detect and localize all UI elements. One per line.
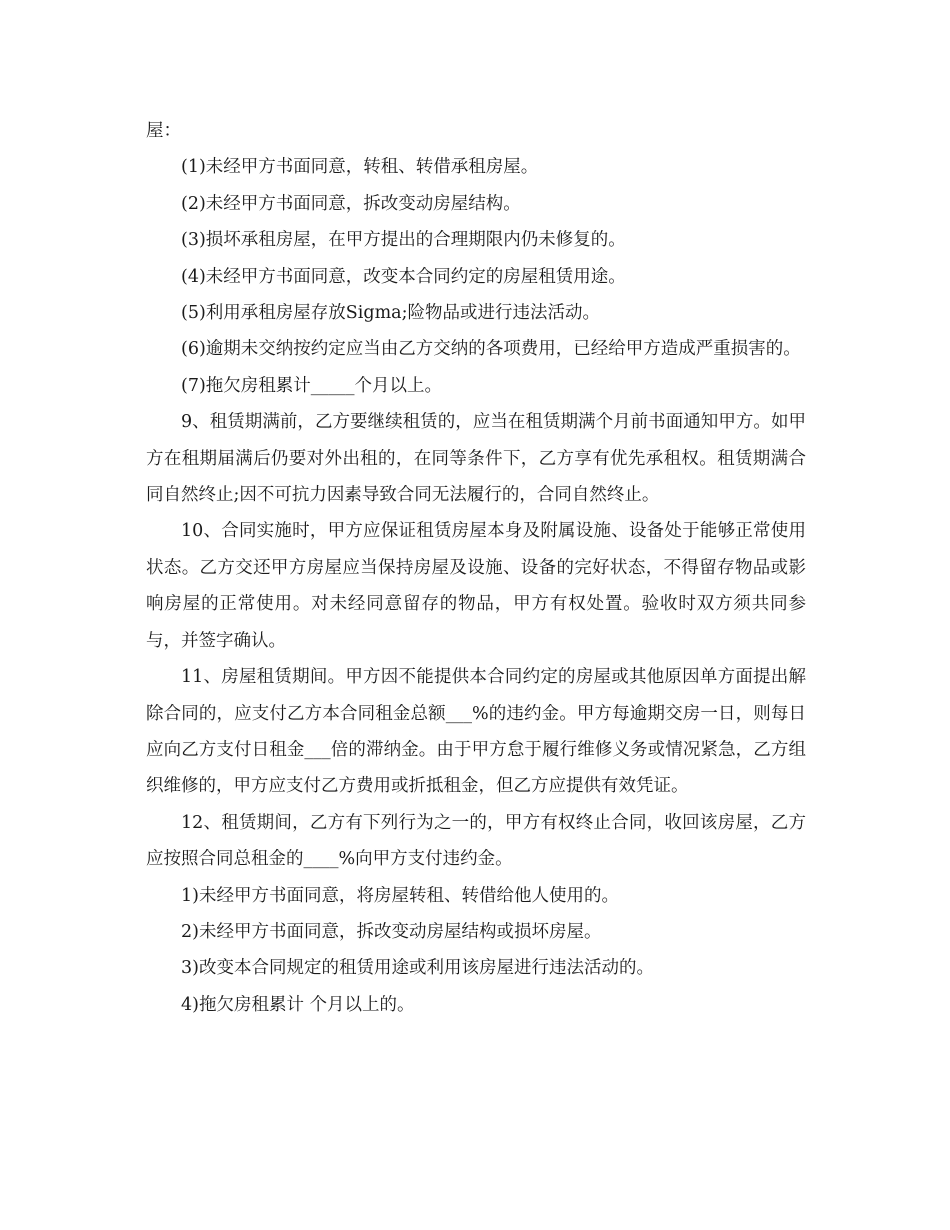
clause-item-5: (5)利用承租房屋存放Sigma;险物品或进行违法活动。 [181, 303, 600, 324]
section-12-item-2: 2)未经甲方书面同意，拆改变动房屋结构或损坏房屋。 [181, 921, 602, 942]
section-10-paragraph: 10、合同实施时，甲方应保证租赁房屋本身及附属设施、设备处于能够正常使用状态。乙方交还甲方房屋应当保持房屋及设施、设备的完好状态，不得留存物品或影响房屋的正常使用。对未经同意留存的物品，甲方有权处置。验收时双方须共同参与，并签字确认。 [146, 521, 806, 651]
paragraph-continuation: 屋： [146, 121, 181, 141]
section-12-item-3: 3)改变本合同规定的租赁用途或利用该房屋进行违法活动的。 [181, 958, 654, 979]
section-12-item-4: 4)拖欠房租累计 个月以上的。 [181, 994, 415, 1015]
clause-item-7: (7)拖欠房租累计_____个月以上。 [181, 375, 443, 396]
section-9-paragraph: 9、租赁期满前，乙方要继续租赁的，应当在租赁期满个月前书面通知甲方。如甲方在租期届满后仍要对外出租的，在同等条件下，乙方享有优先承租权。租赁期满合同自然终止;因不可抗力因素导致合同无法履行的，合同自然终止。 [146, 412, 806, 506]
section-12-paragraph: 12、租赁期间，乙方有下列行为之一的，甲方有权终止合同，收回该房屋，乙方应按照合同总租金的____%向甲方支付违约金。 [146, 812, 806, 870]
clause-item-6: (6)逾期未交纳按约定应当由乙方交纳的各项费用，已经给甲方造成严重损害的。 [181, 339, 801, 360]
clause-item-4: (4)未经甲方书面同意，改变本合同约定的房屋租赁用途。 [181, 266, 626, 287]
clause-item-1: (1)未经甲方书面同意，转租、转借承租房屋。 [181, 157, 539, 178]
section-12-item-1: 1)未经甲方书面同意，将房屋转租、转借给他人使用的。 [181, 885, 619, 906]
clause-item-2: (2)未经甲方书面同意，拆改变动房屋结构。 [181, 193, 521, 214]
clause-item-3: (3)损坏承租房屋，在甲方提出的合理期限内仍未修复的。 [181, 230, 626, 251]
section-11-paragraph: 11、房屋租赁期间。甲方因不能提供本合同约定的房屋或其他原因单方面提出解除合同的，应支付乙方本合同租金总额___%的违约金。甲方每逾期交房一日，则每日应向乙方支付日租金___倍的滞纳金。由于甲方怠于履行维修义务或情况紧急，乙方组织维修的，甲方应支付乙方费用或折抵租金，但乙方应提供有效凭证。 [146, 667, 806, 797]
document-body [146, 113, 806, 1023]
